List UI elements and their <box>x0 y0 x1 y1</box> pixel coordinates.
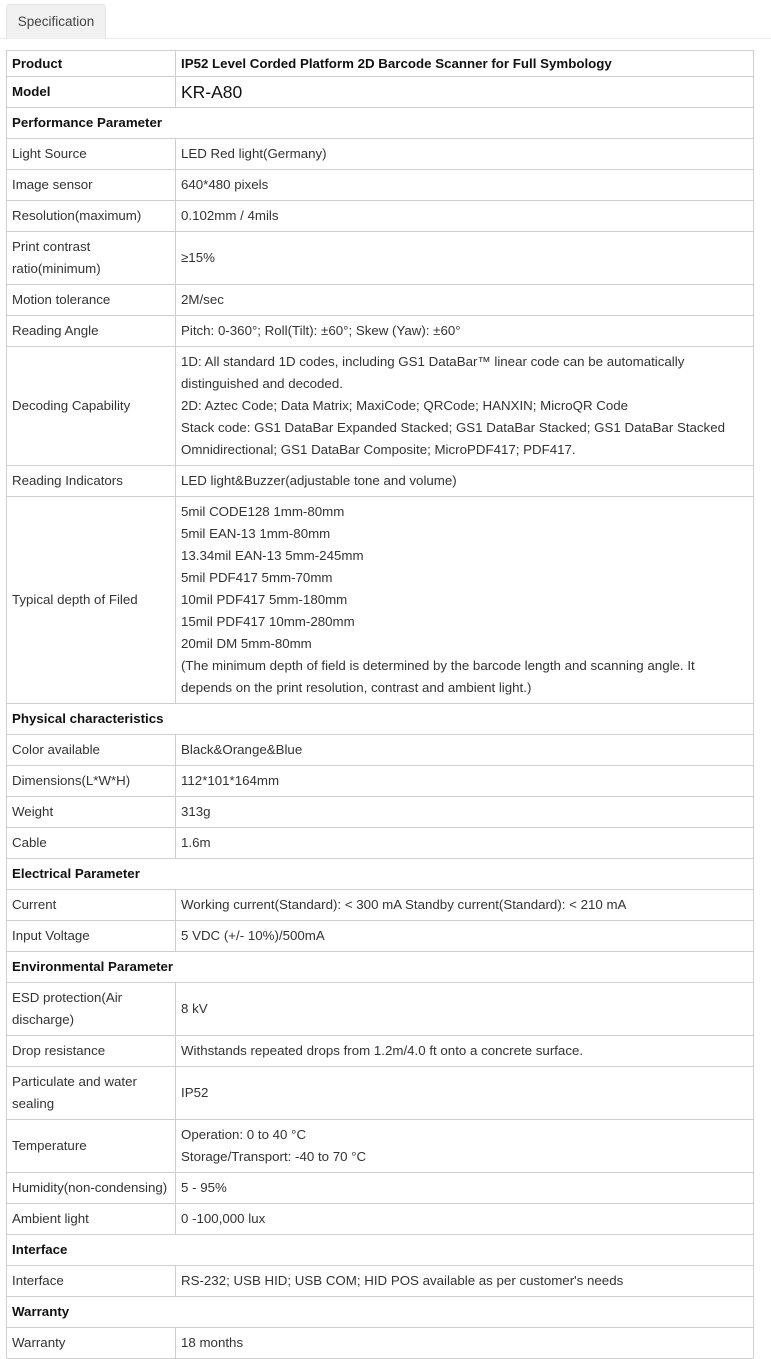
spec-label: Print contrast ratio(minimum) <box>7 232 176 285</box>
spec-row <box>7 232 754 285</box>
spec-label: Cable <box>7 828 176 859</box>
spec-label: Drop resistance <box>7 1036 176 1067</box>
spec-value: ≥15% <box>176 232 754 285</box>
spec-value: 2M/sec <box>176 285 754 316</box>
spec-label: Input Voltage <box>7 921 176 952</box>
spec-label: Resolution(maximum) <box>7 201 176 232</box>
spec-value: Black&Orange&Blue <box>176 735 754 766</box>
spec-value <box>176 347 754 466</box>
spec-row <box>7 285 754 316</box>
spec-row <box>7 983 754 1036</box>
spec-row <box>7 828 754 859</box>
spec-label: Particulate and water sealing <box>7 1067 176 1120</box>
product-value: IP52 Level Corded Platform 2D Barcode Scanner for Full Symbology <box>176 51 754 77</box>
spec-value-line: Stack code: GS1 DataBar Expanded Stacked; GS1 DataBar Stacked; GS1 DataBar Stacked Omnidirectional; GS1 DataBar Composite; MicroPDF417; PDF417. <box>181 420 725 457</box>
spec-label: Reading Indicators <box>7 466 176 497</box>
spec-value: 313g <box>176 797 754 828</box>
spec-value-line: 5mil CODE128 1mm-80mm <box>181 504 345 519</box>
spec-label: Interface <box>7 1266 176 1297</box>
spec-label: ESD protection(Air discharge) <box>7 983 176 1036</box>
spec-label: Light Source <box>7 139 176 170</box>
section-title: Warranty <box>7 1297 754 1328</box>
spec-row <box>7 1173 754 1204</box>
spec-row <box>7 1120 754 1173</box>
spec-row <box>7 201 754 232</box>
spec-row <box>7 466 754 497</box>
spec-row <box>7 139 754 170</box>
spec-value: 640*480 pixels <box>176 170 754 201</box>
spec-row <box>7 890 754 921</box>
spec-row <box>7 921 754 952</box>
spec-label: Ambient light <box>7 1204 176 1235</box>
section-header-performance-parameter <box>7 108 754 139</box>
spec-label: Warranty <box>7 1328 176 1359</box>
spec-value-line: 20mil DM 5mm-80mm <box>181 636 312 651</box>
spec-value: 0.102mm / 4mils <box>176 201 754 232</box>
spec-row <box>7 1204 754 1235</box>
section-header-physical-characteristics <box>7 704 754 735</box>
spec-value: LED Red light(Germany) <box>176 139 754 170</box>
section-title: Performance Parameter <box>7 108 754 139</box>
spec-value: 112*101*164mm <box>176 766 754 797</box>
section-header-warranty <box>7 1297 754 1328</box>
spec-value: Pitch: 0-360°; Roll(Tilt): ±60°; Skew (Yaw): ±60° <box>176 316 754 347</box>
section-title: Interface <box>7 1235 754 1266</box>
spec-label: Color available <box>7 735 176 766</box>
spec-row <box>7 497 754 704</box>
spec-value: LED light&Buzzer(adjustable tone and volume) <box>176 466 754 497</box>
section-title: Electrical Parameter <box>7 859 754 890</box>
spec-row <box>7 316 754 347</box>
spec-value: 0 -100,000 lux <box>176 1204 754 1235</box>
spec-value <box>176 1120 754 1173</box>
spec-label: Image sensor <box>7 170 176 201</box>
spec-row <box>7 766 754 797</box>
product-row <box>7 51 754 77</box>
spec-label: Humidity(non-condensing) <box>7 1173 176 1204</box>
spec-label: Current <box>7 890 176 921</box>
tab-bar <box>0 0 771 44</box>
spec-label: Typical depth of Filed <box>7 497 176 704</box>
spec-label: Reading Angle <box>7 316 176 347</box>
tab-divider <box>0 38 771 39</box>
spec-row <box>7 347 754 466</box>
spec-row <box>7 1266 754 1297</box>
spec-value: 18 months <box>176 1328 754 1359</box>
section-header-electrical-parameter <box>7 859 754 890</box>
spec-row <box>7 170 754 201</box>
spec-value: 5 - 95% <box>176 1173 754 1204</box>
model-value: KR-A80 <box>176 77 754 108</box>
tab-specification[interactable]: Specification <box>6 4 106 38</box>
specification-table <box>6 50 754 1359</box>
spec-value-line: Storage/Transport: -40 to 70 °C <box>181 1149 367 1164</box>
spec-label: Dimensions(L*W*H) <box>7 766 176 797</box>
spec-row <box>7 735 754 766</box>
spec-value-line: 1D: All standard 1D codes, including GS1 DataBar™ linear code can be automatically distinguished and decoded. <box>181 354 685 391</box>
spec-value-line: 13.34mil EAN-13 5mm-245mm <box>181 548 364 563</box>
spec-value: IP52 <box>176 1067 754 1120</box>
model-label: Model <box>7 77 176 108</box>
product-label: Product <box>7 51 176 77</box>
spec-value: 1.6m <box>176 828 754 859</box>
spec-value-line: Operation: 0 to 40 °C <box>181 1127 307 1142</box>
spec-label: Temperature <box>7 1120 176 1173</box>
spec-value: Working current(Standard): < 300 mA Standby current(Standard): < 210 mA <box>176 890 754 921</box>
spec-value: RS-232; USB HID; USB COM; HID POS available as per customer's needs <box>176 1266 754 1297</box>
spec-value-line: 10mil PDF417 5mm-180mm <box>181 592 348 607</box>
spec-row <box>7 1328 754 1359</box>
spec-label: Decoding Capability <box>7 347 176 466</box>
spec-row <box>7 797 754 828</box>
spec-value: 8 kV <box>176 983 754 1036</box>
spec-label: Motion tolerance <box>7 285 176 316</box>
model-row <box>7 77 754 108</box>
spec-value <box>176 497 754 704</box>
section-header-environmental-parameter <box>7 952 754 983</box>
spec-value-line: 5mil PDF417 5mm-70mm <box>181 570 333 585</box>
section-title: Physical characteristics <box>7 704 754 735</box>
spec-value: Withstands repeated drops from 1.2m/4.0 ft onto a concrete surface. <box>176 1036 754 1067</box>
spec-value-line: 5mil EAN-13 1mm-80mm <box>181 526 331 541</box>
section-header-interface <box>7 1235 754 1266</box>
spec-row <box>7 1067 754 1120</box>
spec-value-line: (The minimum depth of field is determined by the barcode length and scanning angle. It depends on the print resolution, contrast and ambient light.) <box>181 658 695 695</box>
spec-value: 5 VDC (+/- 10%)/500mA <box>176 921 754 952</box>
section-title: Environmental Parameter <box>7 952 754 983</box>
spec-row <box>7 1036 754 1067</box>
spec-value-line: 15mil PDF417 10mm-280mm <box>181 614 355 629</box>
spec-label: Weight <box>7 797 176 828</box>
spec-value-line: 2D: Aztec Code; Data Matrix; MaxiCode; QRCode; HANXIN; MicroQR Code <box>181 398 629 413</box>
